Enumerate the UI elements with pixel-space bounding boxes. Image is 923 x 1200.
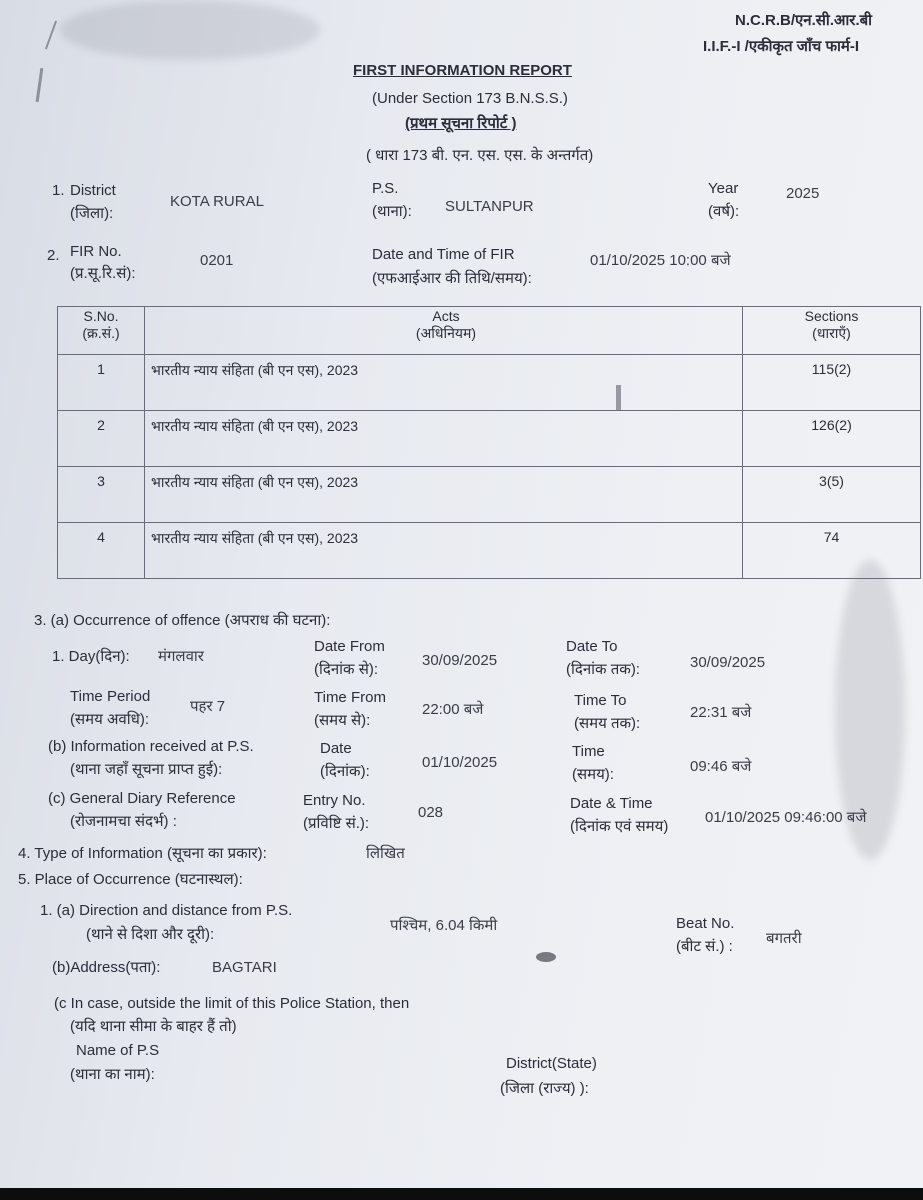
time-from-label: Time From <box>314 689 386 706</box>
ps-name-label-hindi: (थाना का नाम): <box>70 1066 155 1083</box>
date-from-value: 30/09/2025 <box>422 652 498 669</box>
date-from-label-hindi: (दिनांक से): <box>314 661 379 678</box>
sections-header: Sections (धाराएँ) <box>743 307 921 355</box>
time-period-label: Time Period <box>70 688 151 705</box>
direction-label-hindi: (थाने से दिशा और दूरी): <box>86 926 215 943</box>
table-row <box>58 355 921 411</box>
ps-label-hindi: (थाना): <box>372 203 412 220</box>
acts-table <box>57 306 921 579</box>
date-to-value: 30/09/2025 <box>690 654 766 671</box>
under-section: (Under Section 173 B.N.S.S.) <box>372 90 568 107</box>
date-to-label: Date To <box>566 638 618 655</box>
table-row <box>58 411 921 467</box>
entry-no-label-hindi: (प्रविष्टि सं.): <box>303 815 370 832</box>
date-from-label: Date From <box>314 638 385 655</box>
year-label: Year <box>708 180 739 197</box>
type-of-information-label: 4. Type of Information (सूचना का प्रकार): <box>18 845 267 862</box>
time-period-value: पहर 7 <box>190 698 226 715</box>
place-of-occurrence-label: 5. Place of Occurrence (घटनास्थल): <box>18 871 243 888</box>
act-cell: भारतीय न्याय संहिता (बी एन एस), 2023 <box>145 523 743 579</box>
ps-label: P.S. <box>372 180 399 197</box>
gd-datetime-label: Date & Time <box>570 795 653 812</box>
item-number: 2. <box>47 247 60 264</box>
year-value: 2025 <box>786 185 820 202</box>
info-received-label-hindi: (थाना जहाँ सूचना प्राप्त हुई): <box>70 761 223 778</box>
fir-datetime-label: Date and Time of FIR <box>372 246 515 263</box>
paper-smudge <box>60 0 320 60</box>
fir-datetime-label-hindi: (एफआईआर की तिथि/समय): <box>372 270 532 287</box>
gd-reference-label: (c) General Diary Reference <box>48 790 236 807</box>
act-cell: भारतीय न्याय संहिता (बी एन एस), 2023 <box>145 355 743 411</box>
sno-cell: 2 <box>58 411 145 467</box>
date-to-label-hindi: (दिनांक तक): <box>566 661 640 678</box>
time-period-label-hindi: (समय अवधि): <box>70 711 150 728</box>
gd-datetime-value: 01/10/2025 09:46:00 बजे <box>705 809 867 826</box>
sno-cell: 4 <box>58 523 145 579</box>
year-label-hindi: (वर्ष): <box>708 203 740 220</box>
section-cell: 3(5) <box>743 467 921 523</box>
acts-header: Acts (अधिनियम) <box>145 307 743 355</box>
entry-no-value: 028 <box>418 804 444 821</box>
pen-mark <box>45 21 57 50</box>
info-date-label-hindi: (दिनांक): <box>320 763 370 780</box>
fir-no-label-hindi: (प्र.सू.रि.सं): <box>70 265 136 282</box>
info-date-label: Date <box>320 740 352 757</box>
sno-header: S.No. (क्र.सं.) <box>58 307 145 355</box>
info-time-value: 09:46 बजे <box>690 758 752 775</box>
outside-limit-label: (c In case, outside the limit of this Police Station, then <box>54 995 410 1012</box>
time-to-label: Time To <box>574 692 627 709</box>
section-cell: 115(2) <box>743 355 921 411</box>
fir-no-value: 0201 <box>200 252 234 269</box>
act-cell: भारतीय न्याय संहिता (बी एन एस), 2023 <box>145 411 743 467</box>
district-state-label: District(State) <box>506 1055 597 1072</box>
beat-no-value: बगतरी <box>766 930 802 947</box>
info-received-label: (b) Information received at P.S. <box>48 738 254 755</box>
info-time-label: Time <box>572 743 605 760</box>
page-title-hindi: (प्रथम सूचना रिपोर्ट ) <box>405 115 517 132</box>
section-cell: 74 <box>743 523 921 579</box>
fir-datetime-value: 01/10/2025 10:00 बजे <box>590 252 731 269</box>
direction-label: 1. (a) Direction and distance from P.S. <box>40 902 293 919</box>
act-cell: भारतीय न्याय संहिता (बी एन एस), 2023 <box>145 467 743 523</box>
time-to-label-hindi: (समय तक): <box>574 715 641 732</box>
gd-datetime-label-hindi: (दिनांक एवं समय) <box>570 818 669 835</box>
table-row <box>58 467 921 523</box>
fir-no-label: FIR No. <box>70 243 122 260</box>
district-label: District <box>70 182 116 199</box>
info-time-label-hindi: (समय): <box>572 766 614 783</box>
entry-no-label: Entry No. <box>303 792 366 809</box>
district-label-hindi: (जिला): <box>70 205 114 222</box>
ps-value: SULTANPUR <box>445 198 534 215</box>
district-state-label-hindi: (जिला (राज्य) ): <box>500 1080 589 1097</box>
sno-cell: 1 <box>58 355 145 411</box>
table-header-row <box>58 307 921 355</box>
beat-no-label-hindi: (बीट सं.) : <box>676 938 733 955</box>
day-label: 1. Day(दिन): <box>52 648 130 665</box>
day-value: मंगलवार <box>158 648 204 665</box>
time-to-value: 22:31 बजे <box>690 704 752 721</box>
time-from-value: 22:00 बजे <box>422 701 484 718</box>
type-of-information-value: लिखित <box>366 845 405 862</box>
outside-limit-label-hindi: (यदि थाना सीमा के बाहर हैं तो) <box>70 1018 237 1035</box>
direction-value: पश्चिम, 6.04 किमी <box>390 917 498 934</box>
occurrence-heading: 3. (a) Occurrence of offence (अपराध की घटना): <box>34 612 331 629</box>
district-value: KOTA RURAL <box>170 193 264 210</box>
sno-cell: 3 <box>58 467 145 523</box>
beat-no-label: Beat No. <box>676 915 735 932</box>
ink-blot <box>536 952 556 962</box>
pen-mark <box>36 68 44 102</box>
ps-name-label: Name of P.S <box>76 1042 160 1059</box>
table-row <box>58 523 921 579</box>
info-date-value: 01/10/2025 <box>422 754 498 771</box>
ncrb-label: N.C.R.B/एन.सी.आर.बी <box>735 12 873 29</box>
address-label: (b)Address(पता): <box>52 959 161 976</box>
under-section-hindi: ( धारा 173 बी. एन. एस. एस. के अन्तर्गत) <box>366 147 594 164</box>
gd-reference-label-hindi: (रोजनामचा संदर्भ) : <box>70 813 177 830</box>
item-number: 1. <box>52 182 65 199</box>
address-value: BAGTARI <box>212 959 277 976</box>
screen-bottom-bar <box>0 1188 923 1200</box>
time-from-label-hindi: (समय से): <box>314 712 371 729</box>
section-cell: 126(2) <box>743 411 921 467</box>
iif-label: I.I.F.-I /एकीकृत जाँच फार्म-I <box>703 38 860 55</box>
page-title: FIRST INFORMATION REPORT <box>353 62 572 79</box>
